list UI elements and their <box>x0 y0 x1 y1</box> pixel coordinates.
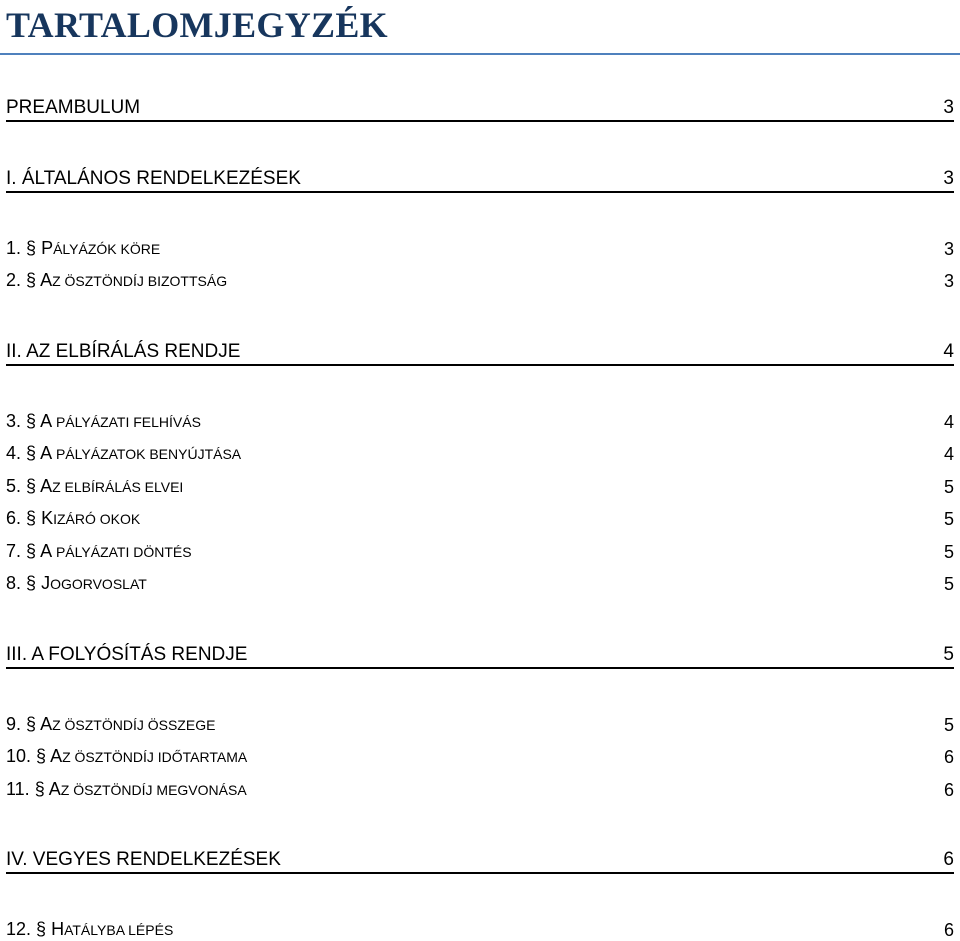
toc-page-number: 4 <box>943 444 954 464</box>
toc-section-label <box>6 507 140 530</box>
section-title-initial: J <box>41 573 51 593</box>
toc-section-label <box>6 745 247 768</box>
section-title-initial: H <box>51 919 65 939</box>
section-title-rest: Z ELBÍRÁLÁS ELVEI <box>52 479 184 495</box>
section-symbol: § <box>26 270 37 290</box>
toc-chapter-row[interactable] <box>6 166 954 190</box>
toc-page-number: 5 <box>943 542 954 562</box>
toc-section-row[interactable] <box>6 441 954 465</box>
section-number: 3. <box>6 411 22 431</box>
toc-section-row[interactable] <box>6 712 954 736</box>
section-title-initial: A <box>40 411 53 431</box>
section-symbol: § <box>26 508 37 528</box>
section-symbol: § <box>26 714 37 734</box>
section-number: 8. <box>6 573 22 593</box>
toc-section-label <box>6 540 192 563</box>
toc-page-number: 5 <box>943 477 954 497</box>
toc-section-label <box>6 269 227 292</box>
section-title-rest: Z ÖSZTÖNDÍJ ÖSSZEGE <box>52 717 216 733</box>
toc-section-label <box>6 778 247 801</box>
toc-page-number: 3 <box>943 168 954 189</box>
toc-chapter-row[interactable] <box>6 95 954 119</box>
section-symbol: § <box>36 746 47 766</box>
toc-chapter-label: III. A FOLYÓSÍTÁS RENDJE <box>6 644 248 665</box>
section-title-initial: A <box>40 714 53 734</box>
section-symbol: § <box>26 238 37 258</box>
section-title-initial: A <box>50 746 63 766</box>
toc-section-row[interactable] <box>6 917 954 941</box>
toc-chapter-label: PREAMBULUM <box>6 97 141 118</box>
toc-page-number: 5 <box>943 644 954 665</box>
section-title-rest: IZÁRÓ OKOK <box>53 511 141 527</box>
section-title-initial: A <box>40 443 53 463</box>
toc-section-label <box>6 442 241 465</box>
section-number: 12. <box>6 919 32 939</box>
toc-page-number: 5 <box>943 574 954 594</box>
section-title-rest: PÁLYÁZATI FELHÍVÁS <box>52 414 201 430</box>
section-symbol: § <box>36 919 47 939</box>
toc-page-number: 3 <box>943 239 954 259</box>
section-number: 7. <box>6 541 22 561</box>
toc-page-number: 4 <box>943 341 954 362</box>
section-title-initial: K <box>41 508 54 528</box>
section-title-rest: Z ÖSZTÖNDÍJ IDŐTARTAMA <box>62 749 248 765</box>
section-title-rest: PÁLYÁZATOK BENYÚJTÁSA <box>52 446 242 462</box>
toc-section-label <box>6 918 173 941</box>
toc-section-label <box>6 713 215 736</box>
toc-page-number: 4 <box>943 412 954 432</box>
toc-page-number: 6 <box>943 747 954 767</box>
section-title-rest: ÁLYÁZÓK KÖRE <box>53 241 161 257</box>
toc-section-row[interactable] <box>6 777 954 801</box>
toc-section-row[interactable] <box>6 409 954 433</box>
toc-section-label <box>6 475 183 498</box>
toc-page-number: 6 <box>943 780 954 800</box>
toc-chapter-row[interactable] <box>6 642 954 666</box>
toc-section-label <box>6 572 147 595</box>
toc-page-number: 3 <box>943 97 954 118</box>
section-symbol: § <box>26 476 37 496</box>
toc-section-row[interactable] <box>6 268 954 292</box>
section-number: 10. <box>6 746 32 766</box>
toc-title: TARTALOMJEGYZÉK <box>6 5 388 45</box>
section-symbol: § <box>26 573 37 593</box>
section-symbol: § <box>34 779 45 799</box>
section-number: 2. <box>6 270 22 290</box>
section-number: 9. <box>6 714 22 734</box>
section-title-rest: OGORVOSLAT <box>50 576 147 592</box>
toc-section-row[interactable] <box>6 506 954 530</box>
toc-page-number: 6 <box>943 920 954 940</box>
section-title-rest: PÁLYÁZATI DÖNTÉS <box>52 544 192 560</box>
section-symbol: § <box>26 443 37 463</box>
toc-section-row[interactable] <box>6 571 954 595</box>
toc-section-row[interactable] <box>6 539 954 563</box>
toc-chapter-row[interactable] <box>6 339 954 363</box>
toc-chapter-row[interactable] <box>6 847 954 871</box>
toc-page-number: 3 <box>943 271 954 291</box>
section-symbol: § <box>26 411 37 431</box>
toc-section-label <box>6 410 201 433</box>
section-title-initial: A <box>48 779 61 799</box>
toc-chapter-label: IV. VEGYES RENDELKEZÉSEK <box>6 849 281 870</box>
title-rule <box>0 53 960 55</box>
toc-page-number: 5 <box>943 715 954 735</box>
section-title-initial: P <box>41 238 54 258</box>
toc-section-row[interactable] <box>6 744 954 768</box>
toc-section-label <box>6 237 160 260</box>
section-title-initial: A <box>40 541 53 561</box>
toc-chapter-label: II. AZ ELBÍRÁLÁS RENDJE <box>6 341 241 362</box>
toc-page-number: 5 <box>943 509 954 529</box>
section-symbol: § <box>26 541 37 561</box>
toc-section-row[interactable] <box>6 474 954 498</box>
section-number: 5. <box>6 476 22 496</box>
section-number: 4. <box>6 443 22 463</box>
section-number: 6. <box>6 508 22 528</box>
toc-chapter-label: I. ÁLTALÁNOS RENDELKEZÉSEK <box>6 168 301 189</box>
section-title-rest: Z ÖSZTÖNDÍJ BIZOTTSÁG <box>52 273 228 289</box>
section-title-rest: Z ÖSZTÖNDÍJ MEGVONÁSA <box>60 782 247 798</box>
section-title-initial: A <box>40 476 53 496</box>
section-number: 1. <box>6 238 22 258</box>
section-title-rest: ATÁLYBA LÉPÉS <box>64 922 174 938</box>
section-number: 11. <box>6 779 30 799</box>
toc-section-row[interactable] <box>6 236 954 260</box>
section-title-initial: A <box>40 270 53 290</box>
toc-page-number: 6 <box>943 849 954 870</box>
